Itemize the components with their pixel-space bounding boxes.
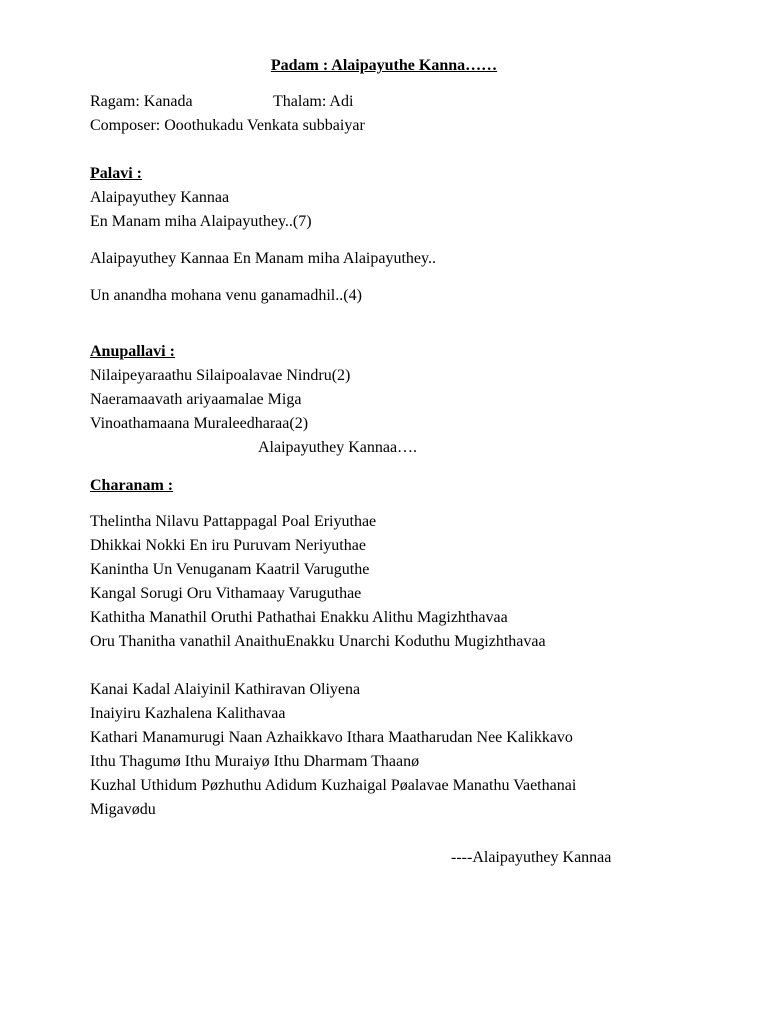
ragam-label: Ragam: Kanada — [90, 93, 193, 110]
charanam-line: Ithu Thagumø Ithu Muraiyø Ithu Dharmam Thaanø — [90, 753, 420, 770]
charanam-line: Oru Thanitha vanathil AnaithuEnakku Unarchi Koduthu Mugizhthavaa — [90, 633, 546, 650]
charanam-line: Thelintha Nilavu Pattappagal Poal Eriyuthae — [90, 513, 377, 530]
charanam-heading: Charanam : — [90, 477, 174, 494]
anupallavi-line: Nilaipeyaraathu Silaipoalavae Nindru(2) — [90, 367, 351, 384]
pallavi-line: Alaipayuthey Kannaa En Manam miha Alaipayuthey.. — [90, 250, 436, 267]
thalam-label: Thalam: Adi — [273, 93, 354, 110]
document-title: Padam : Alaipayuthe Kanna…… — [270, 57, 498, 74]
charanam-line: Kanintha Un Venuganam Kaatril Varuguthe — [90, 561, 370, 578]
closing-refrain: ----Alaipayuthey Kannaa — [451, 849, 612, 866]
anupallavi-refrain: Alaipayuthey Kannaa…. — [258, 439, 418, 456]
anupallavi-line: Naeramaavath ariyaamalae Miga — [90, 391, 302, 408]
charanam-line: Inaiyiru Kazhalena Kalithavaa — [90, 705, 286, 722]
pallavi-heading: Palavi : — [90, 165, 142, 182]
pallavi-line: Un anandha mohana venu ganamadhil..(4) — [90, 287, 362, 304]
anupallavi-heading: Anupallavi : — [90, 343, 175, 360]
composer-label: Composer: Ooothukadu Venkata subbaiyar — [90, 117, 365, 134]
charanam-line: Kanai Kadal Alaiyinil Kathiravan Oliyena — [90, 681, 361, 698]
charanam-line: Kangal Sorugi Oru Vithamaay Varuguthae — [90, 585, 362, 602]
charanam-line: Kathari Manamurugi Naan Azhaikkavo Ithara Maatharudan Nee Kalikkavo — [90, 729, 573, 746]
pallavi-line: En Manam miha Alaipayuthey..(7) — [90, 213, 312, 230]
charanam-line: Kuzhal Uthidum Pøzhuthu Adidum Kuzhaigal Pøalavae Manathu Vaethanai — [90, 777, 577, 794]
charanam-line: Migavødu — [90, 801, 156, 818]
charanam-line: Kathitha Manathil Oruthi Pathathai Enakku Alithu Magizhthavaa — [90, 609, 508, 626]
pallavi-line: Alaipayuthey Kannaa — [90, 189, 230, 206]
charanam-line: Dhikkai Nokki En iru Puruvam Neriyuthae — [90, 537, 366, 554]
anupallavi-line: Vinoathamaana Muraleedharaa(2) — [90, 415, 309, 432]
